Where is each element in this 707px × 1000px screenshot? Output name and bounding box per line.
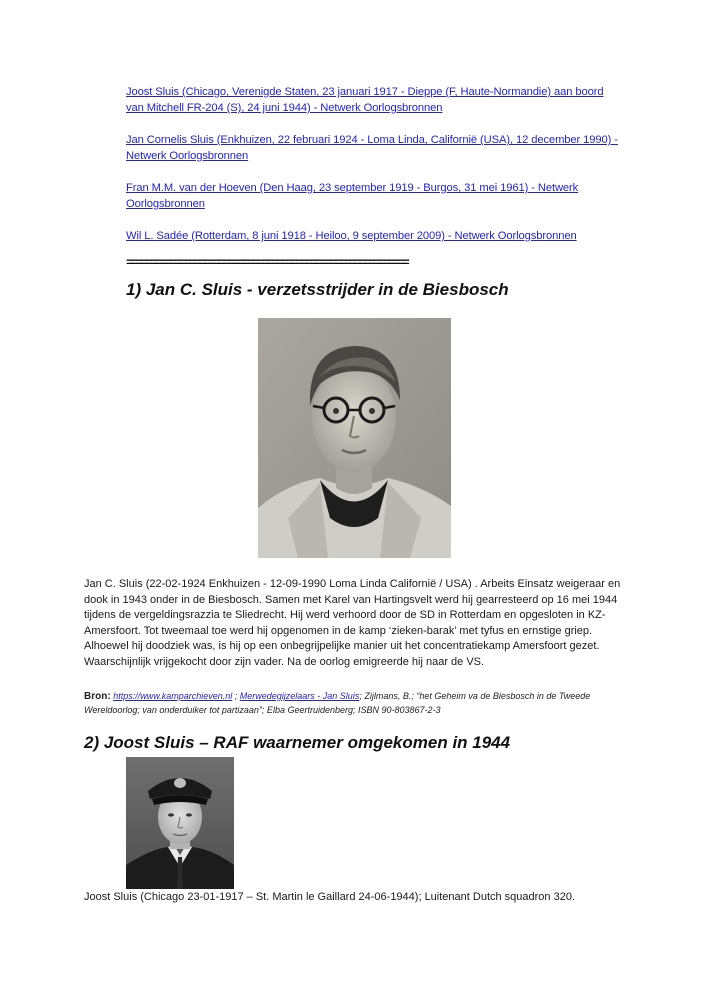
link-joost-sluis[interactable]: Joost Sluis (Chicago, Verenigde Staten, 23 januari 1917 - Dieppe (F, Haute-Normandie) aan boord van Mitchell FR-204 (S), 24 juni 1944) - Netwerk Oorlogsbronnen bbox=[126, 86, 604, 114]
section2-heading: 2) Joost Sluis – RAF waarnemer omgekomen in 1944 bbox=[84, 733, 511, 752]
section2-caption: Joost Sluis (Chicago 23-01-1917 – St. Martin le Gaillard 24-06-1944); Luitenant Dutch squadron 320. bbox=[84, 891, 576, 903]
links-list bbox=[126, 84, 621, 260]
source-citation: ; Zijlmans, B.; “het Geheim va de Biesbosch in de Tweede Wereldoorlog; van onderduiker tot partizaan”; Elba Geertruidenberg; ISBN 90-803867-2-3 bbox=[84, 691, 591, 715]
source-label: Bron: bbox=[84, 691, 111, 702]
link-fran-van-der-hoeven[interactable]: Fran M.M. van der Hoeven (Den Haag, 23 september 1919 - Burgos, 31 mei 1961) - Netwerk Oorlogsbronnen bbox=[126, 182, 579, 210]
separator-line: ========================================================== bbox=[126, 256, 408, 270]
source-link-merwedegijzelaars[interactable]: Merwedegijzelaars - Jan Sluis bbox=[239, 691, 360, 701]
section1-heading: 1) Jan C. Sluis - verzetsstrijder in de Biesbosch bbox=[126, 280, 509, 299]
section1-paragraph: Jan C. Sluis (22-02-1924 Enkhuizen - 12-09-1990 Loma Linda Californië / USA) . Arbeits Einsatz weigeraar en dook in 1943 onder in de Biesbosch. Samen met Karel van Hartingsvelt werd hij gearresteerd op 16 mei 1944 tijdens de vergeldingsrazzia te Sliedrecht. Hij werd verhoord door de SD in Rotterdam en opgesloten in KZ-Amersfoort. Tot tweemaal toe werd hij opgenomen in de kamp ‘zieken-barak’ met tyfus en ernstige griep. Alhoewel hij doodziek was, is hij op een onbegrijpelijke manier uit het concentratiekamp Amersfoort gezet. Waarschijnlijk vrijgekocht door zijn vader. Na de oorlog emigreerde hij naar de VS. bbox=[84, 578, 621, 668]
portrait-photo-jan-sluis bbox=[258, 318, 451, 558]
link-jan-cornelis-sluis[interactable]: Jan Cornelis Sluis (Enkhuizen, 22 februari 1924 - Loma Linda, Californië (USA), 12 december 1990) - Netwerk Oorlogsbronnen bbox=[126, 134, 618, 162]
source-separator: ; bbox=[232, 691, 240, 701]
link-wil-sadee[interactable]: Wil L. Sadée (Rotterdam, 8 juni 1918 - Heiloo, 9 september 2009) - Netwerk Oorlogsbronnen bbox=[126, 230, 577, 242]
portrait-photo-joost-sluis bbox=[126, 757, 234, 889]
section1-source bbox=[84, 690, 624, 717]
source-link-kamparchieven[interactable]: https://www.kamparchieven.nl bbox=[113, 691, 233, 701]
